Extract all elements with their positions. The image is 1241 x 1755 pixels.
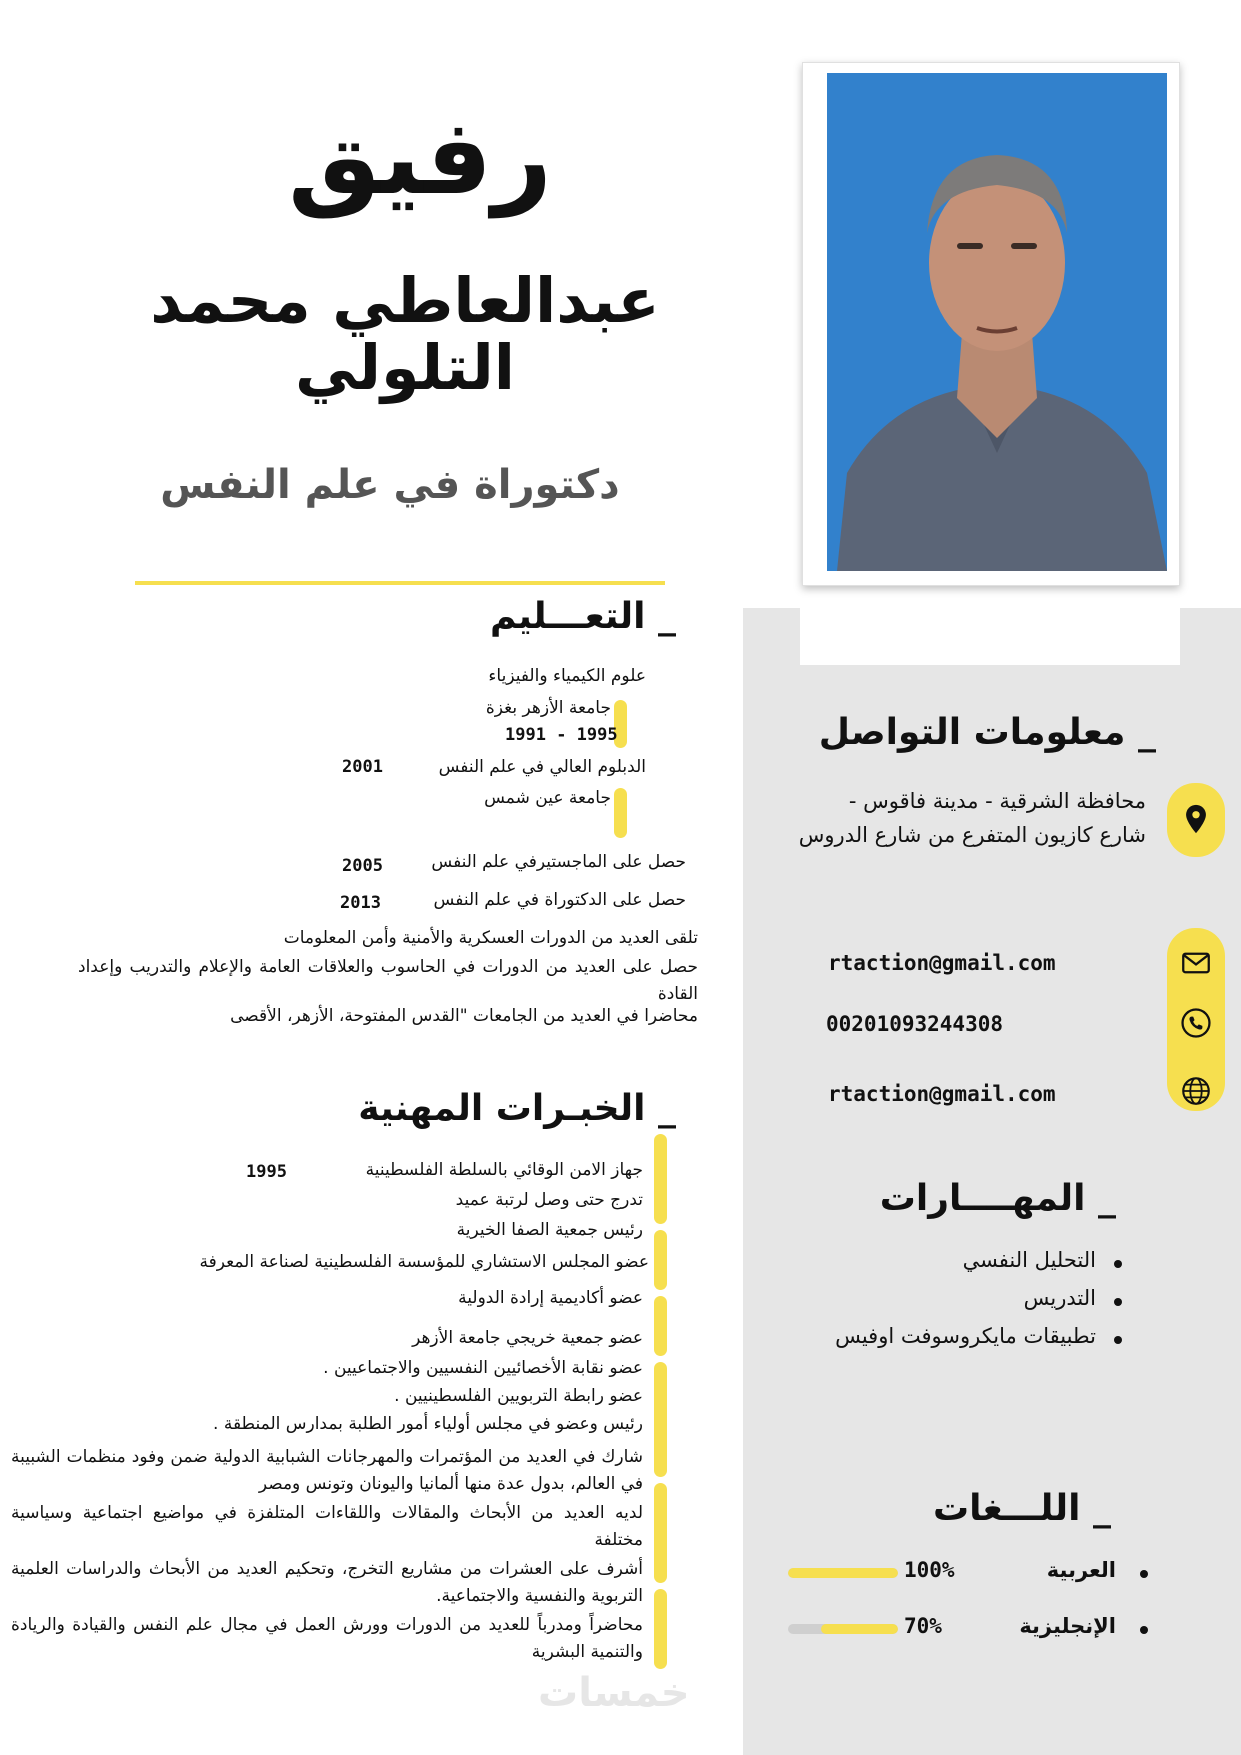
experience-item: عضو نقابة الأخصائيين النفسيين والاجتماعيين . <box>323 1358 643 1378</box>
photo-frame <box>802 62 1180 586</box>
header-divider <box>135 581 665 585</box>
education-item: حصل على الماجستيرفي علم النفس <box>431 852 686 872</box>
email-value[interactable]: rtaction@gmail.com <box>828 951 1056 975</box>
bullet <box>1114 1336 1122 1344</box>
experience-accent-bar <box>654 1296 667 1356</box>
skills-title: _ المهــــارات <box>879 1178 1116 1219</box>
experience-title: _ الخبـرات المهنية <box>358 1088 676 1129</box>
address-line1: محافظة الشرقية - مدينة فاقوس - <box>848 789 1146 813</box>
full-name <box>100 264 710 404</box>
diploma-year: 2001 <box>342 757 383 777</box>
full-name-line2: التلولي <box>294 330 516 404</box>
bullet <box>1114 1260 1122 1268</box>
education-item: جامعة عين شمس <box>484 788 611 808</box>
education-item: حصل على الدكتوراة في علم النفس <box>433 890 686 910</box>
skill-item: التدريس <box>1023 1286 1096 1310</box>
experience-item: جهاز الامن الوقائي بالسلطة الفلسطينية <box>365 1160 643 1180</box>
experience-item: عضو رابطة التربويين الفلسطينيين . <box>394 1386 643 1406</box>
education-item: علوم الكيمياء والفيزياء <box>488 666 646 686</box>
email-icon <box>1179 946 1213 980</box>
education-accent-bar <box>614 788 627 838</box>
experience-item: لديه العديد من الأبحاث والمقالات واللقاءات المتلفزة في مواضيع اجتماعية وسياسية مختلفة <box>11 1503 643 1550</box>
bullet <box>1140 1626 1148 1634</box>
education-item: الدبلوم العالي في علم النفس <box>438 757 646 777</box>
website-value[interactable]: rtaction@gmail.com <box>828 1082 1056 1106</box>
experience-accent-bar <box>654 1483 667 1583</box>
experience-item: عضو جمعية خريجي جامعة الأزهر <box>412 1328 643 1348</box>
first-name: رفيق <box>287 96 553 218</box>
experience-item: أشرف على العشرات من مشاريع التخرج، وتحكيم العديد من الأبحاث والدراسات العلمية التربوية والنفسية والاجتماعية. <box>11 1559 643 1606</box>
experience-item: رئيس جمعية الصفا الخيرية <box>456 1220 643 1240</box>
education-years: 1995 - 1991 <box>505 725 618 745</box>
experience-item: محاضراً ومدرباً للعديد من الدورات وورش العمل في مجال علم النفس والقيادة والريادة والتنمية البشرية <box>11 1615 643 1662</box>
phone-value[interactable]: 00201093244308 <box>826 1012 1004 1036</box>
language-level-bar <box>788 1624 898 1634</box>
language-percent: 70% <box>904 1614 942 1638</box>
experience-item: عضو أكاديمية إرادة الدولية <box>458 1288 643 1308</box>
full-name-line1: عبدالعاطي محمد <box>150 264 660 337</box>
experience-accent-bar <box>654 1589 667 1669</box>
watermark: خمسات <box>538 1670 690 1716</box>
masters-year: 2005 <box>342 856 383 876</box>
experience-item: شارك في العديد من المؤتمرات والمهرجانات الشبابية الدولية ضمن وفود منظمات الشبيبة في العالم، بدول عدة منها ألمانيا واليونان وتونس ومصر <box>11 1447 643 1494</box>
education-item: تلقى العديد من الدورات العسكرية والأمنية وأمن المعلومات <box>283 928 698 948</box>
skill-item: تطبيقات مايكروسوفت اوفيس <box>835 1324 1096 1348</box>
languages-title: _ اللـــغات <box>932 1488 1111 1529</box>
phone-icon <box>1179 1006 1213 1040</box>
degree-title: دكتوراة في علم النفس <box>160 462 620 508</box>
language-name: العربية <box>1046 1558 1116 1582</box>
globe-icon <box>1179 1074 1213 1108</box>
experience-item: رئيس وعضو في مجلس أولياء أمور الطلبة بمدارس المنطقة . <box>213 1414 643 1434</box>
contact-title: _ معلومات التواصل <box>818 712 1156 753</box>
language-level-fill <box>788 1568 898 1578</box>
language-name: الإنجليزية <box>1019 1614 1116 1638</box>
address-line2: شارع كازيون المتفرع من شارع الدروس <box>798 822 1146 847</box>
experience-accent-bar <box>654 1362 667 1477</box>
portrait-photo <box>827 73 1167 571</box>
experience-item: تدرج حتى وصل لرتبة عميد <box>455 1190 643 1210</box>
skill-item: التحليل النفسي <box>962 1248 1096 1272</box>
location-pin-icon <box>1179 802 1213 836</box>
education-item: حصل على العديد من الدورات في الحاسوب والعلاقات العامة والإعلام والتدريب وإعداد القادة <box>78 957 698 1004</box>
language-level-bar <box>788 1568 898 1578</box>
experience-item: عضو المجلس الاستشاري للمؤسسة الفلسطينية لصناعة المعرفة <box>199 1252 649 1272</box>
experience-year: 1995 <box>246 1162 287 1182</box>
education-item: محاضرا في العديد من الجامعات "القدس المفتوحة، الأزهر، الأقصى <box>230 1006 698 1026</box>
bullet <box>1114 1298 1122 1306</box>
experience-accent-bar <box>654 1230 667 1290</box>
language-percent: 100% <box>904 1558 955 1582</box>
address <box>799 785 1146 852</box>
education-item: جامعة الأزهر بغزة <box>485 698 611 718</box>
language-level-fill <box>821 1624 898 1634</box>
bullet <box>1140 1570 1148 1578</box>
phd-year: 2013 <box>340 893 381 913</box>
experience-accent-bar <box>654 1134 667 1224</box>
education-title: _ التعـــليم <box>490 596 676 637</box>
